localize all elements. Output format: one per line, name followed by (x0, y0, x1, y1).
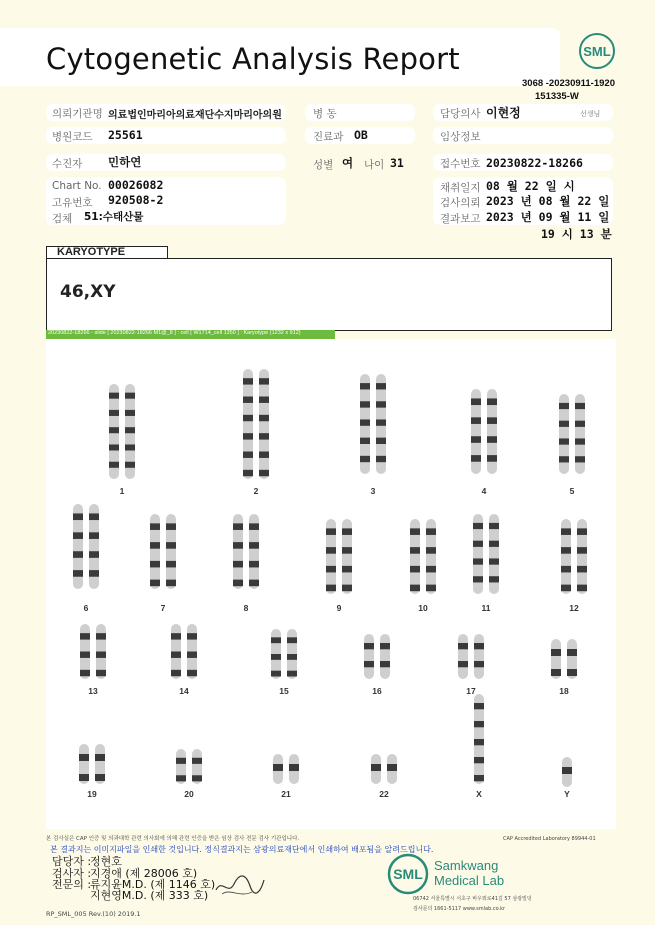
chromosome-16 (364, 634, 390, 679)
tester-value: 지경애 (제 28006 호) (90, 867, 198, 880)
chromosome-label: 16 (372, 686, 382, 696)
ref-number-1: 3068 -20230911-1920 (522, 78, 615, 89)
company-name-2: Medical Lab (434, 873, 505, 888)
chromosome-22 (371, 754, 397, 784)
company-address: 06742 서울특별시 서초구 바우뫼로41길 57 삼광빌딩 (413, 896, 532, 902)
chromosome-label: 2 (253, 486, 259, 496)
collect-value: 08 월 22 일 시 (486, 179, 575, 193)
chromosome-4 (471, 389, 497, 474)
company-phone: 검사문의 1661-5117 www.smlab.co.kr (413, 906, 506, 912)
chart-label: Chart No. (52, 180, 102, 192)
request-value: 2023 년 08 월 22 일 (486, 194, 610, 208)
report-value: 2023 년 09 월 11 일 (486, 210, 610, 224)
chromosome-6 (73, 504, 99, 589)
doctor-suffix: 선생님 (580, 110, 601, 118)
hospital-code-label: 병원코드 (52, 131, 93, 143)
chromosome-label: 11 (481, 603, 491, 613)
chromosome-10 (410, 519, 436, 594)
chromosome-label: 3 (370, 486, 376, 496)
image-caption-bar (46, 330, 335, 339)
chromosome-label: 1 (119, 486, 125, 496)
chromosome-2 (243, 369, 269, 479)
chromosome-7 (150, 514, 176, 589)
chromosome-label: 13 (88, 686, 98, 696)
chromosome-13 (80, 624, 106, 679)
chromosome-label: 4 (481, 486, 487, 496)
tester-label: 검사자 : (52, 867, 92, 880)
form-code: RP_SML_005 Rev.(10) 2019.1 (46, 910, 141, 918)
specialist-2: 지현영M.D. (제 333 호) (90, 889, 209, 902)
ref-number-2: 151335-W (535, 91, 579, 102)
report-title: Cytogenetic Analysis Report (46, 42, 460, 76)
doctor-label: 담당의사 (440, 108, 481, 120)
chromosome-label: 9 (336, 603, 342, 613)
doctor-value: 이현정 (486, 106, 521, 120)
chromosome-label: Y (564, 789, 570, 799)
patient-value: 민하연 (108, 155, 142, 169)
chromosome-11 (473, 514, 499, 594)
svg-text:SML: SML (393, 866, 423, 882)
specialist-1: 류지윤M.D. (제 1146 호) (90, 878, 216, 891)
ward-label: 병 동 (313, 108, 337, 120)
cap-label: CAP Accredited Laboratory 89944-01 (503, 836, 596, 842)
chromosome-5 (559, 394, 585, 474)
institution-value: 의료법인마리아의료재단수지마리아의원 (108, 110, 282, 121)
chromosome-label: 14 (179, 686, 189, 696)
chromosome-label: 10 (418, 603, 428, 613)
institution-label: 의뢰기관명 (52, 108, 103, 120)
patient-label: 수진자 (52, 158, 83, 170)
chromosome-label: X (476, 789, 482, 799)
chromosome-9 (326, 519, 352, 594)
notice-text: 본 결과지는 이미지파일을 인쇄한 것입니다. 정식결과지는 삼광의료재단에서 인쇄하여 배포됨을 알려드립니다. (50, 845, 434, 854)
staff-label: 담당자 : (52, 855, 92, 868)
chromosome-17 (458, 634, 484, 679)
clinical-info-label: 임상정보 (440, 131, 481, 143)
receipt-label: 접수번호 (440, 158, 481, 170)
chromosome-14 (171, 624, 197, 679)
chromosome-label: 21 (281, 789, 291, 799)
report-label: 결과보고 (440, 213, 481, 225)
chromosome-label: 22 (379, 789, 389, 799)
chromosome-X (474, 694, 484, 784)
chromosome-19 (79, 744, 105, 784)
chromosome-label: 7 (160, 603, 166, 613)
image-caption: 20230822-18266 - slide [ 20230822-18266 M1@_8 ] : cell [ W1714_cell 1350 ] : Karyotype (1232 x 912) (48, 330, 301, 336)
chromosome-label: 8 (243, 603, 249, 613)
request-label: 검사의뢰 (440, 197, 481, 209)
karyogram-image (46, 339, 616, 829)
staff-value: 정현호 (90, 855, 122, 868)
chromosome-21 (273, 754, 299, 784)
age-label: 나이 (364, 159, 385, 171)
age-value: 31 (390, 156, 404, 170)
signature-icon (212, 868, 267, 900)
karyotype-result-box (46, 258, 612, 331)
chromosome-15 (271, 629, 297, 679)
specimen-value: 51:수태산물 (84, 211, 144, 223)
specialist-label: 전문의 : (52, 878, 92, 891)
report-time: 19 시 13 분 (541, 227, 612, 241)
hospital-code-value: 25561 (108, 128, 143, 142)
chromosome-20 (176, 749, 202, 784)
chart-value: 00026082 (108, 178, 164, 192)
chromosome-18 (551, 639, 577, 679)
chromosome-Y (562, 757, 572, 787)
chromosome-label: 20 (184, 789, 194, 799)
specimen-label: 검체 (52, 213, 73, 225)
sml-footer-logo-icon (386, 852, 430, 896)
sex-value: 여 (342, 156, 354, 170)
receipt-value: 20230822-18266 (486, 156, 583, 170)
chromosome-label: 6 (83, 603, 89, 613)
chromosome-label: 19 (87, 789, 97, 799)
sml-logo-icon (578, 32, 616, 70)
karyogram-svg (46, 339, 616, 829)
chromosome-label: 15 (279, 686, 289, 696)
dept-label: 진료과 (313, 131, 344, 143)
dept-value: OB (354, 128, 368, 142)
sex-label: 성별 (313, 159, 334, 171)
collect-label: 채취일지 (440, 182, 481, 194)
unique-value: 920508-2 (108, 193, 164, 207)
chromosome-label: 12 (569, 603, 579, 613)
disclaimer-text: 본 검사실은 CAP 인증 및 의과대학 관련 의사회에 의해 관련 인증을 받은 임상 검사 전문 검사 기관입니다. (46, 836, 300, 842)
chromosome-label: 17 (466, 686, 476, 696)
karyotype-value: 46,XY (60, 282, 116, 302)
chromosome-label: 5 (569, 486, 575, 496)
svg-text:SML: SML (583, 44, 611, 59)
karyotype-tab-label: KARYOTYPE (57, 246, 126, 258)
chromosome-12 (561, 519, 587, 594)
company-name-1: Samkwang (434, 858, 499, 873)
chromosome-3 (360, 374, 386, 474)
chromosome-label: 18 (559, 686, 569, 696)
chromosome-8 (233, 514, 259, 589)
chromosome-1 (109, 384, 135, 479)
unique-label: 고유번호 (52, 197, 93, 209)
